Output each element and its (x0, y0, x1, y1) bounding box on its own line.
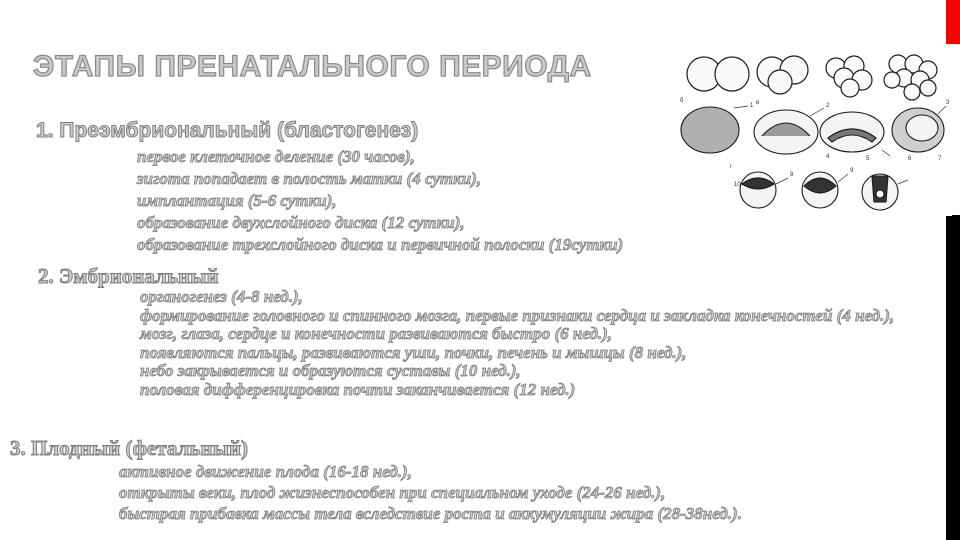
figure-label: 10 (734, 182, 741, 188)
list-item: имплантация (5-6 сутки), (137, 191, 337, 210)
panel-letter-g: г (730, 164, 733, 170)
panel-letter-b: б (680, 98, 684, 104)
list-item: открыты веки, плод жизнеспособен при специальном уходе (24-26 нед.), (119, 483, 666, 502)
embryo-development-figure (676, 44, 952, 216)
list-item: зигота попадает в полость матки (4 сутки), (137, 169, 482, 188)
folding-section-1 (740, 172, 776, 208)
list-item: мозг, глаза, сердце и конечности развиваются быстро (6 нед.), (140, 324, 613, 343)
figure-label: 6 (908, 156, 912, 162)
list-item: первое клеточное деление (30 часов), (137, 147, 415, 166)
list-item: образование трехслойного диска и первичной полоски (19сутки) (137, 235, 624, 254)
cleavage-cell (920, 80, 936, 96)
figure-label: 2 (826, 103, 830, 109)
figure-label: 5 (866, 156, 870, 162)
list-item: небо закрывается и образуются суставы (10 нед.), (140, 361, 521, 380)
list-item: образование двухслойного диска (12 сутки), (137, 213, 465, 232)
cleavage-cell (841, 79, 859, 97)
figure-label: 7 (938, 156, 942, 162)
accent-bar-red (946, 0, 960, 44)
cleavage-cell (768, 70, 792, 94)
figure-label: 3 (946, 100, 950, 106)
blastocyst-cavity (906, 115, 938, 141)
stage-2-heading: 2. Эмбриональный (38, 264, 219, 288)
cleavage-cell (904, 84, 920, 100)
figure-label: 8 (790, 172, 794, 178)
list-item: формирование головного и спинного мозга, первые признаки сердца и закладка конечностей (4 нед.), (140, 305, 895, 325)
list-item: активное движение плода (16-18 нед.), (119, 462, 412, 481)
figure-label: 9 (850, 168, 854, 174)
notochord (876, 190, 884, 198)
figure-label: 1 (750, 103, 754, 109)
cleavage-cell (884, 72, 900, 88)
list-item: быстрая прибавка массы тела вследствие роста и аккумуляции жира (28-38нед.). (119, 504, 742, 523)
list-item: появляются пальцы, развиваются уши, почки, печень и мышцы (8 нед.), (140, 342, 687, 362)
stage-2-list (140, 288, 940, 399)
list-item: половая дифференцировка почти заканчивается (12 нед.) (140, 379, 576, 399)
stage-1-heading: 1. Преэмбриональный (бластогенез) (36, 119, 419, 142)
embryo-illustration (676, 44, 952, 216)
morula (681, 107, 739, 153)
figure-label: 4 (826, 154, 830, 160)
stage-3-list (119, 461, 742, 524)
panel-letter-v: в (756, 100, 760, 106)
stage-3-heading: 3. Плодный (фетальный) (10, 436, 249, 460)
slide-title: ЭТАПЫ ПРЕНАТАЛЬНОГО ПЕРИОДА (33, 50, 592, 83)
cleavage-cell (715, 57, 749, 91)
list-item: органогенез (4-8 нед.), (140, 287, 303, 306)
accent-bar-black (946, 215, 960, 540)
stage-1-list (137, 146, 623, 256)
